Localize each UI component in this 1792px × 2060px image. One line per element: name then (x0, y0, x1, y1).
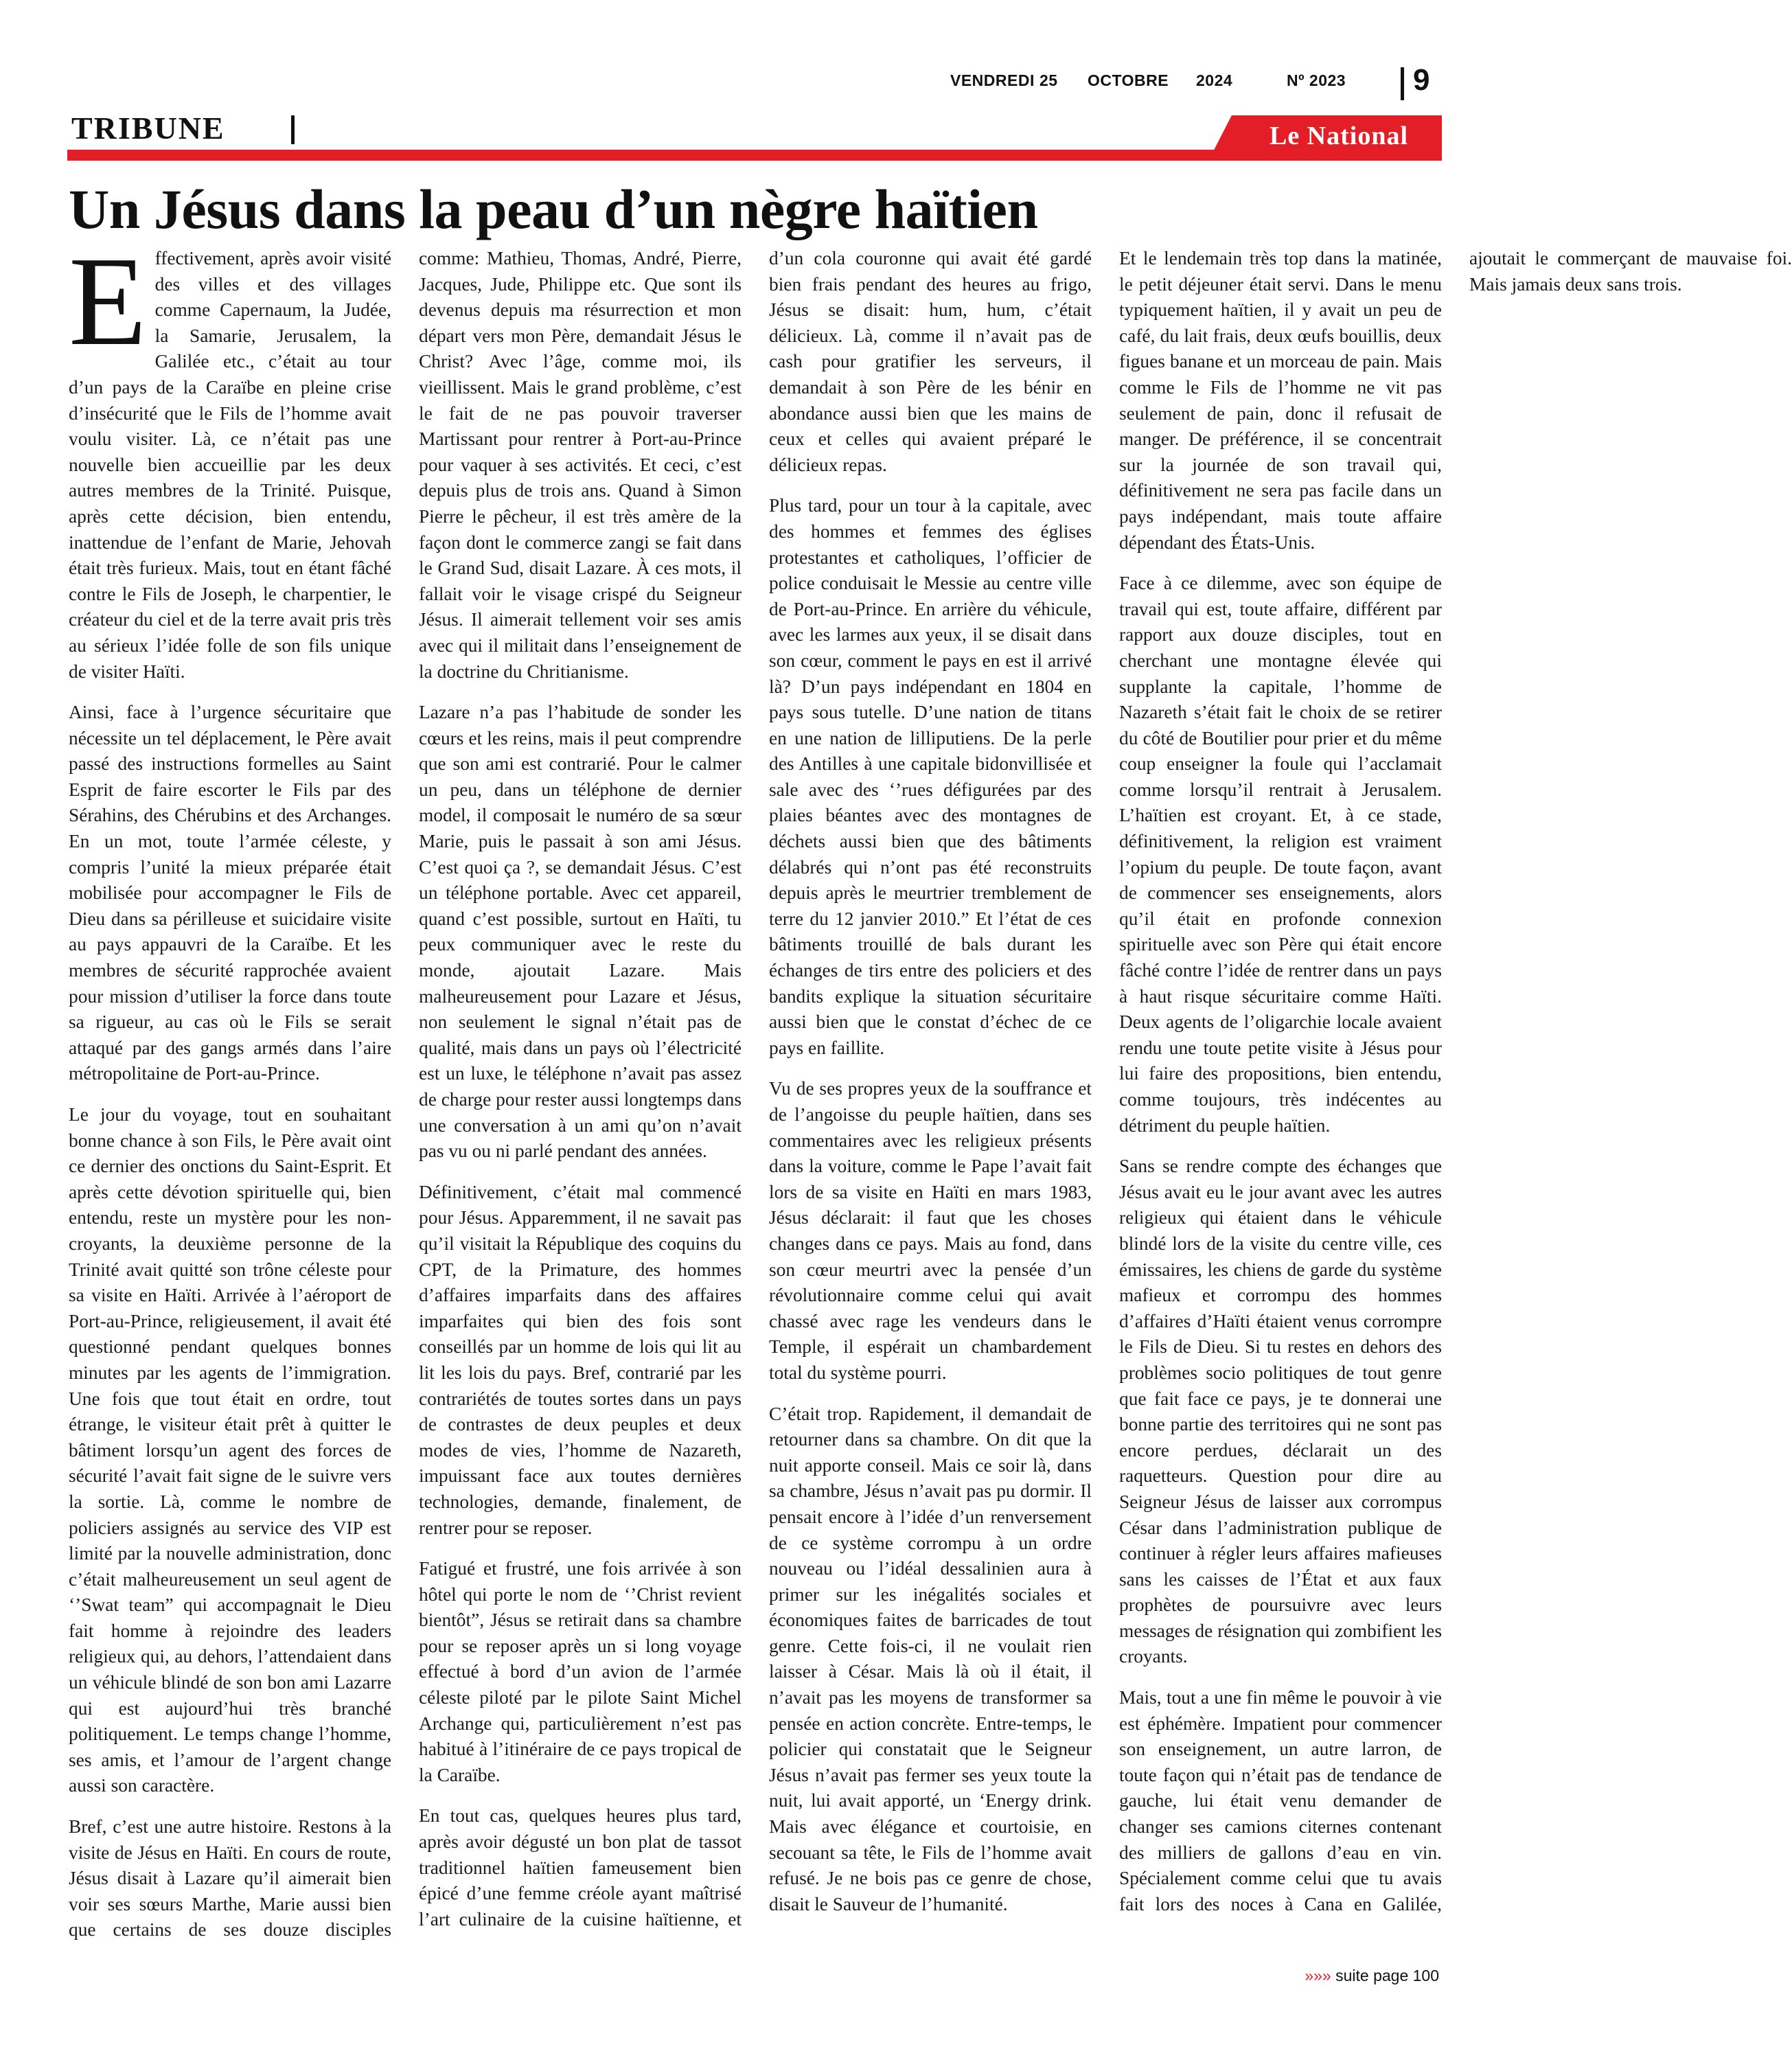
article-paragraph: Mais, tout a une fin même le pouvoir à vie est éphémère. Impatient pour commencer son enseignement, un autre larron, de toute façon qui n’était pas de tendance de gauche, lui était venu demander de changer ses camions citernes contenant des milliers de gallons d’eau en vin. Spécialement comme celui que tu avais fait lors des noces à Cana en Galilée, ajoutait le commerçant de mauvaise foi. Mais jamais deux sans trois. (1119, 248, 1792, 1914)
article-paragraph: Bref, c’est une autre histoire. Restons à la visite de Jésus en Haïti. En cours de route, Jésus disait à Lazare qu’il aimerait bien voir ses sœurs Marthe, Marie aussi bien que certains de ses douze disciples comme: Mathieu, Thomas, André, Pierre, Jacques, Jude, Philippe etc. Que sont ils devenus depuis ma résurrection et mon départ vers mon Père, demandait Jésus le Christ? Avec l’âge, comme moi, ils vieillissent. Mais le grand problème, c’est le fait de ne pas pouvoir traverser Martissant pour rentrer à Port-au-Prince pour vaquer à ses activités. Et ceci, c’est depuis plus de trois ans. Quand à Simon Pierre le pêcheur, il est très amère de la façon dont le commerce zangi se fait dans le Grand Sud, disait Lazare. À ces mots, il fallait voir le visage crispé du Seigneur Jésus. Il aimerait tellement voir ses amis avec qui il militait dans l’enseignement de la doctrine du Chritianisme. (69, 248, 742, 1941)
article-paragraph: Ainsi, face à l’urgence sécuritaire que nécessite un tel déplacement, le Père avait passé des instructions formelles au Saint Esprit de faire escorter le Fils par des Sérahins, des Chérubins et des Archanges. En un mot, toute l’armée céleste, y compris l’unité la mieux préparée était mobilisée pour accompagner le Fils de Dieu dans sa périlleuse et suicidaire visite au pays appauvri de la Caraïbe. Et les membres de sécurité rapprochée avaient pour mission d’utiliser la force dans toute sa rigueur, au cas où le Fils se serait attaqué par des gangs armés dans l’aire métropolitaine de Port-au-Prince. (69, 702, 391, 1084)
section-label: TRIBUNE (71, 111, 225, 146)
issue-year: 2024 (1196, 71, 1233, 89)
continued-note (1305, 1967, 1439, 1985)
issue-date: 25 (1039, 71, 1058, 89)
headline: Un Jésus dans la peau d’un nègre haïtien (69, 178, 1038, 240)
article-paragraph: En tout cas, quelques heures plus tard, après avoir dégusté un bon plat de tassot traditionnel haïtien fameusement bien épicé d’une femme créole ayant maîtrisé l’art culinaire de la cuisine haïtienne, et d’un cola couronne qui avait été gardé bien frais pendant des heures au frigo, Jésus se disait: hum, hum, c’était délicieux. Là, comme il n’avait pas de cash pour gratifier les serveurs, il demandait à son Père de les bénir en abondance aussi bien que les mains de ceux et celles qui avaient préparé le délicieux repas. (419, 248, 1092, 1930)
article-paragraph: Définitivement, c’était mal commencé pour Jésus. Apparemment, il ne savait pas qu’il visitait la République des coquins du CPT, de la Primature, des hommes d’affaires imparfaits dans des affaires imparfaites qui bien des fois sont conseillés par un homme de lois qui lit au lit les lois du pays. Bref, contrarié par les contrariétés de toutes sortes dans un pays de contrastes de deux peuples et deux modes de vies, l’homme de Nazareth, impuissant face aux toutes dernières technologies, demande, finalement, de rentrer pour se reposer. (419, 1181, 742, 1538)
article-paragraph: Vu de ses propres yeux de la souffrance et de l’angoisse du peuple haïtien, dans ses commentaires avec les religieux présents dans la voiture, comme le Pape l’avait fait lors de sa visite en Haïti en mars 1983, Jésus déclarait: il faut que les choses changes dans ce pays. Mais au fond, dans son cœur meurtri avec la pensée d’un révolutionnaire comme celui qui avait chassé avec rage les vendeurs dans le Temple, il espérait un chambardement total du système pourri. (769, 1078, 1092, 1383)
article-paragraph: Sans se rendre compte des échanges que Jésus avait eu le jour avant avec les autres religieux qui étaient dans le véhicule blindé lors de la visite du centre ville, ces émissaires, les chiens de garde du système mafieux et corrompu des hommes d’affaires d’Haïti étaient venus corrompre le Fils de Dieu. Si tu restes en dehors des problèmes socio politiques de tout genre que fait face ce pays, je te donnerai une bonne partie des territoires qui ne sont pas encore perdues, déclarait un des raquetteurs. Question pour dire au Seigneur Jésus de laisser aux corrompus César dans l’administration publique de continuer à régler leurs affaires mafieuses sans les caisses de l’État et aux faux prophètes de poursuivre avec leurs messages de résignation qui zombifient les croyants. (1119, 1156, 1442, 1667)
page-number-divider (1401, 67, 1404, 100)
article-paragraph: Et le lendemain très top dans la matinée, le petit déjeuner était servi. Dans le menu typiquement haïtien, il y avait un peu de café, du lait frais, deux œufs bouillis, deux figues banane et un morceau de pain. Mais comme le Fils de l’homme ne vit pas seulement de pain, donc il refusait de manger. De préférence, il se concentrait sur la journée de son travail qui, définitivement ne sera pas facile dans un pays indépendant, mais toute affaire dépendant des États-Unis. (1119, 248, 1442, 553)
article-paragraph: Plus tard, pour un tour à la capitale, avec des hommes et femmes des églises protestantes et catholiques, l’officier de police conduisait le Messie au centre ville de Port-au-Prince. En arrière du véhicule, avec les larmes aux yeux, il se disait dans son cœur, comment le pays en est il arrivé là? D’un pays indépendant en 1804 en pays sous tutelle. D’une nation de titans en une nation de lilliputiens. De la perle des Antilles à une capitale bidonvillisée et sale avec des ‘’rues défigurées par des plaies béantes avec des montagnes de déchets aussi bien que des bâtiments délabrés qui n’ont pas été reconstruits depuis après le meurtrier tremblement de terre du 12 janvier 2010.” Et l’état de ces bâtiments trouillé de bals durant les échanges de tirs entre des policiers et des bandits explique la situation sécuritaire aussi bien que le constat d’échec de ce pays en faillite. (769, 495, 1092, 1058)
article-paragraph (69, 231, 391, 685)
article-paragraph: Fatigué et frustré, une fois arrivée à son hôtel qui porte le nom de ‘’Christ revient bientôt”, Jésus se retirait dans sa chambre pour se reposer après un si long voyage effectué à bord d’un avion de l’armée céleste piloté par le pilote Saint Michel Archange qui, particulièrement n’est pas habitué à l’itinéraire de ce pays tropical de la Caraïbe. (419, 1558, 742, 1785)
article-paragraph: Lazare n’a pas l’habitude de sonder les cœurs et les reins, mais il peut comprendre que son ami est contrarié. Pour le calmer un peu, dans un téléphone de dernier model, il composait le numéro de sa sœur Marie, puis le passait à son ami Jésus. C’est quoi ça ?, se demandait Jésus. C’est un téléphone portable. Avec cet appareil, quand c’est possible, surtout en Haïti, tu peux communiquer avec le reste du monde, ajoutait Lazare. Mais malheureusement pour Lazare et Jésus, non seulement le signal n’était pas de qualité, mais dans un pays où l’électricité est un luxe, le téléphone n’avait pas assez de charge pour rester aussi longtemps dans une conversation à un ami qu’on n’avait pas vu ou ni parlé pendant des années. (419, 702, 742, 1162)
continued-label: suite page (1335, 1967, 1409, 1984)
continued-arrows: »»» (1305, 1967, 1331, 1984)
page-number: 9 (1413, 63, 1430, 97)
section-divider (291, 115, 295, 144)
issue-month: OCTOBRE (1088, 71, 1169, 89)
article-paragraph: Le jour du voyage, tout en souhaitant bonne chance à son Fils, le Père avait oint ce dernier des onctions du Saint-Esprit. Et après cette dévotion spirituelle qui, bien entendu, reste un mystère pour les non-croyants, la deuxième personne de la Trinité avait quitté son trône céleste pour sa visite en Haïti. Arrivée à l’aéroport de Port-au-Prince, religieusement, il avait été questionné pendant quelques bonnes minutes par les agents de l’immigration. Une fois que tout était en ordre, tout étrange, le visiteur était prêt à quitter le bâtiment lorsqu’un agent des forces de sécurité l’avait fait signe de le suivre vers la sortie. Là, comme le nombre de policiers assignés au service des VIP est limité par la nouvelle administration, donc c’était malheureusement un seul agent de ‘’Swat team” qui accompagnait le Dieu fait homme à rejoindre des leaders religieux qui, au dehors, l’attendaient dans un véhicule blindé de son bon ami Lazarre qui est aujourd’hui très branché politiquement. Le temps change l’homme, ses amis, et l’amour de l’argent change aussi son caractère. (69, 1104, 391, 1796)
continued-page: 100 (1412, 1967, 1439, 1984)
paragraph-text: ffectivement, après avoir visité des villes et des villages comme Capernaum, la Judée, la Samarie, Jerusalem, la Galilée etc., c’était au tour d’un pays de la Caraïbe en pleine crise d’insécurité que le Fils de l’homme avait voulu visiter. Là, ce n’était pas une nouvelle bien accueillie par les deux autres membres de la Trinité. Puisque, après cette décision, bien entendu, inattendue de l’enfant de Marie, Jehovah était très furieux. Mais, tout en étant fâché contre le Fils de Joseph, le charpentier, le créateur du ciel et de la terre avait pris très au sérieux l’idée folle de son fils unique de visiter Haïti. (69, 248, 391, 682)
issue-day: VENDREDI (950, 71, 1035, 89)
drop-cap: E (69, 231, 147, 372)
issue-number: Nº 2023 (1287, 71, 1346, 89)
article-paragraph: Face à ce dilemme, avec son équipe de travail qui est, toute affaire, différent par rapport aux douze disciples, tout en cherchant une montagne élevée qui supplante la capitale, l’homme de Nazareth s’était fait le choix de se retirer du côté de Boutilier pour prier et du même coup enseigner la foule qui l’acclamait comme lorsqu’il rentrait à Jerusalem. L’haïtien est croyant. Et, à ce stade, définitivement, la religion est vraiment l’opium du peuple. De toute façon, avant de commencer ses enseignements, alors qu’il était en profonde connexion spirituelle avec son Père qui était encore fâché contre l’idée de rentrer dans un pays à haut risque sécuritaire comme Haïti. Deux agents de l’oligarchie locale avaient rendu une toute petite visite à Jésus pour lui faire des propositions, bien entendu, comme toujours, très indécentes au détriment du peuple haïtien. (1119, 573, 1442, 1136)
article-body (69, 231, 1792, 1956)
article-paragraph: C’était trop. Rapidement, il demandait de retourner dans sa chambre. On dit que la nuit apporte conseil. Mais ce soir là, dans sa chambre, Jésus n’avait pas pu dormir. Il pensait encore à l’idée d’un renversement de ce système corrompu à un ordre nouveau ou l’idéal dessalinien aura à primer sur les inégalités sociales et économiques faites de barricades de tout genre. Cette fois-ci, il ne voulait rien laisser à César. Mais là où il était, il n’avait pas les moyens de transformer sa pensée en action concrète. Entre-temps, le policier qui constatait que le Seigneur Jésus n’avait pas fermer ses yeux toute la nuit, lui avait apporté, un ‘Energy drink. Mais avec élégance et courtoisie, en secouant sa tête, le Fils de l’homme avait refusé. Je ne bois pas ce genre de chose, disait le Sauveur de l’humanité. (769, 1403, 1092, 1914)
newspaper-brand: Le National (1269, 122, 1409, 150)
